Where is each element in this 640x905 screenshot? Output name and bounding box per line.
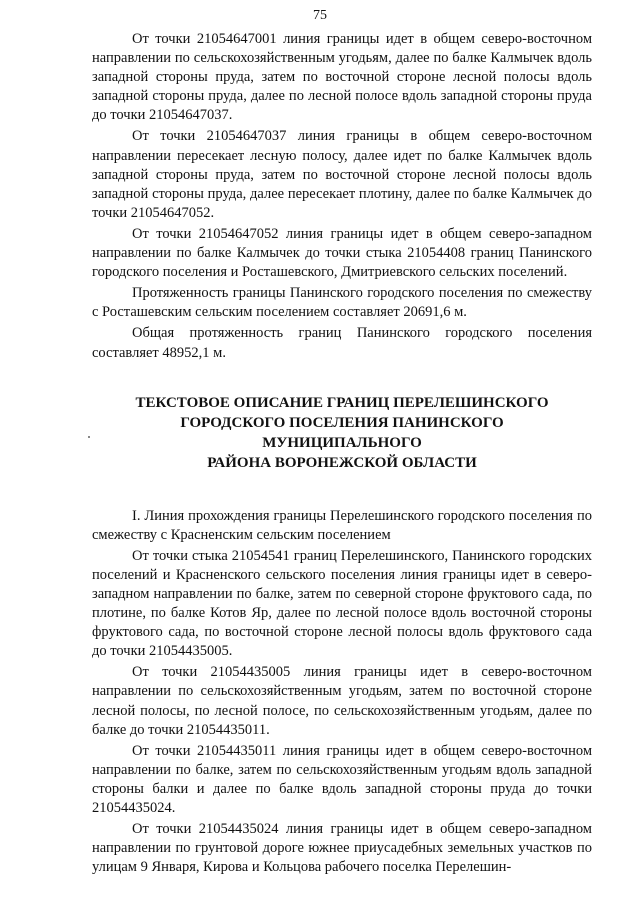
paragraph: От точки 21054435005 линия границы идет в северо-восточном направлении по сельскохозяйственным угодьям, затем по восточной стороне лесной полосы, по лесной полосе, по сельскохозяйственным угодьям, далее по балке до точки 21054435011. <box>92 664 592 738</box>
paragraph: От точки 21054647037 линия границы в общем северо-восточном направлении пересекает лесную полосу, далее идет по балке Калмычек вдоль западной стороны пруда, затем по восточной стороне лесной полосы вдоль западной стороны пруда, далее пересекает плотину, далее по балке Калмычек до точки 21054647052. <box>92 128 592 221</box>
subsection-title: I. Линия прохождения границы Перелешинского городского поселения по смежеству с Красненским сельским поселением <box>92 507 592 543</box>
paragraph: От точки 21054435024 линия границы идет в общем северо-западном направлении по грунтовой дороге южнее приусадебных земельных участков по улицам 9 Января, Кирова и Кольцова рабочего поселка Перелешин- <box>92 821 592 876</box>
heading-line: РАЙОНА ВОРОНЕЖСКОЙ ОБЛАСТИ <box>207 454 477 471</box>
heading-line: ГОРОДСКОГО ПОСЕЛЕНИЯ ПАНИНСКОГО <box>180 414 504 431</box>
paragraph: От точки 21054647052 линия границы идет в общем северо-западном направлении по балке Калмычек до точки стыка 21054408 границ Панинского городского поселения и Росташевского, Дмитриевского сельских поселений. <box>92 225 592 281</box>
paragraph: Протяженность границы Панинского городского поселения по смежеству с Росташевским сельским поселением составляет 20691,6 м. <box>92 285 592 321</box>
scan-mark <box>88 436 90 438</box>
paragraph: От точки 21054435011 линия границы идет в общем северо-восточном направлении по балке, затем по сельскохозяйственным угодьям вдоль западной стороны балки и далее по балке вдоль западной стороны пруда до точки 21054435024. <box>92 742 592 816</box>
paragraph: Общая протяженность границ Панинского городского поселения составляет 48952,1 м. <box>92 325 592 361</box>
heading-line: ТЕКСТОВОЕ ОПИСАНИЕ ГРАНИЦ ПЕРЕЛЕШИНСКОГО <box>135 394 549 411</box>
heading-line: МУНИЦИПАЛЬНОГО <box>262 434 422 451</box>
page-number: 75 <box>313 8 327 23</box>
document-body <box>92 30 592 879</box>
section-heading <box>92 393 592 473</box>
paragraph: От точки 21054647001 линия границы идет в общем северо-восточном направлении по сельскохозяйственным угодьям, далее по балке Калмычек вдоль западной стороны пруда, затем по восточной стороне лесной полосы вдоль западной стороны пруда, далее по лесной полосе вдоль западной стороны пруда до точки 21054647037. <box>92 31 592 124</box>
paragraph: От точки стыка 21054541 границ Перелешинского, Панинского городских поселений и Красненского сельского поселения линия границы идет в северо-западном направлении по балке, затем по северной стороне фруктового сада, по плотине, по балке Котов Яр, далее по лесной полосе вдоль восточной стороны фруктового сада, по восточной стороне лесной полосы вдоль фруктового сада до точки 21054435005. <box>92 547 592 660</box>
